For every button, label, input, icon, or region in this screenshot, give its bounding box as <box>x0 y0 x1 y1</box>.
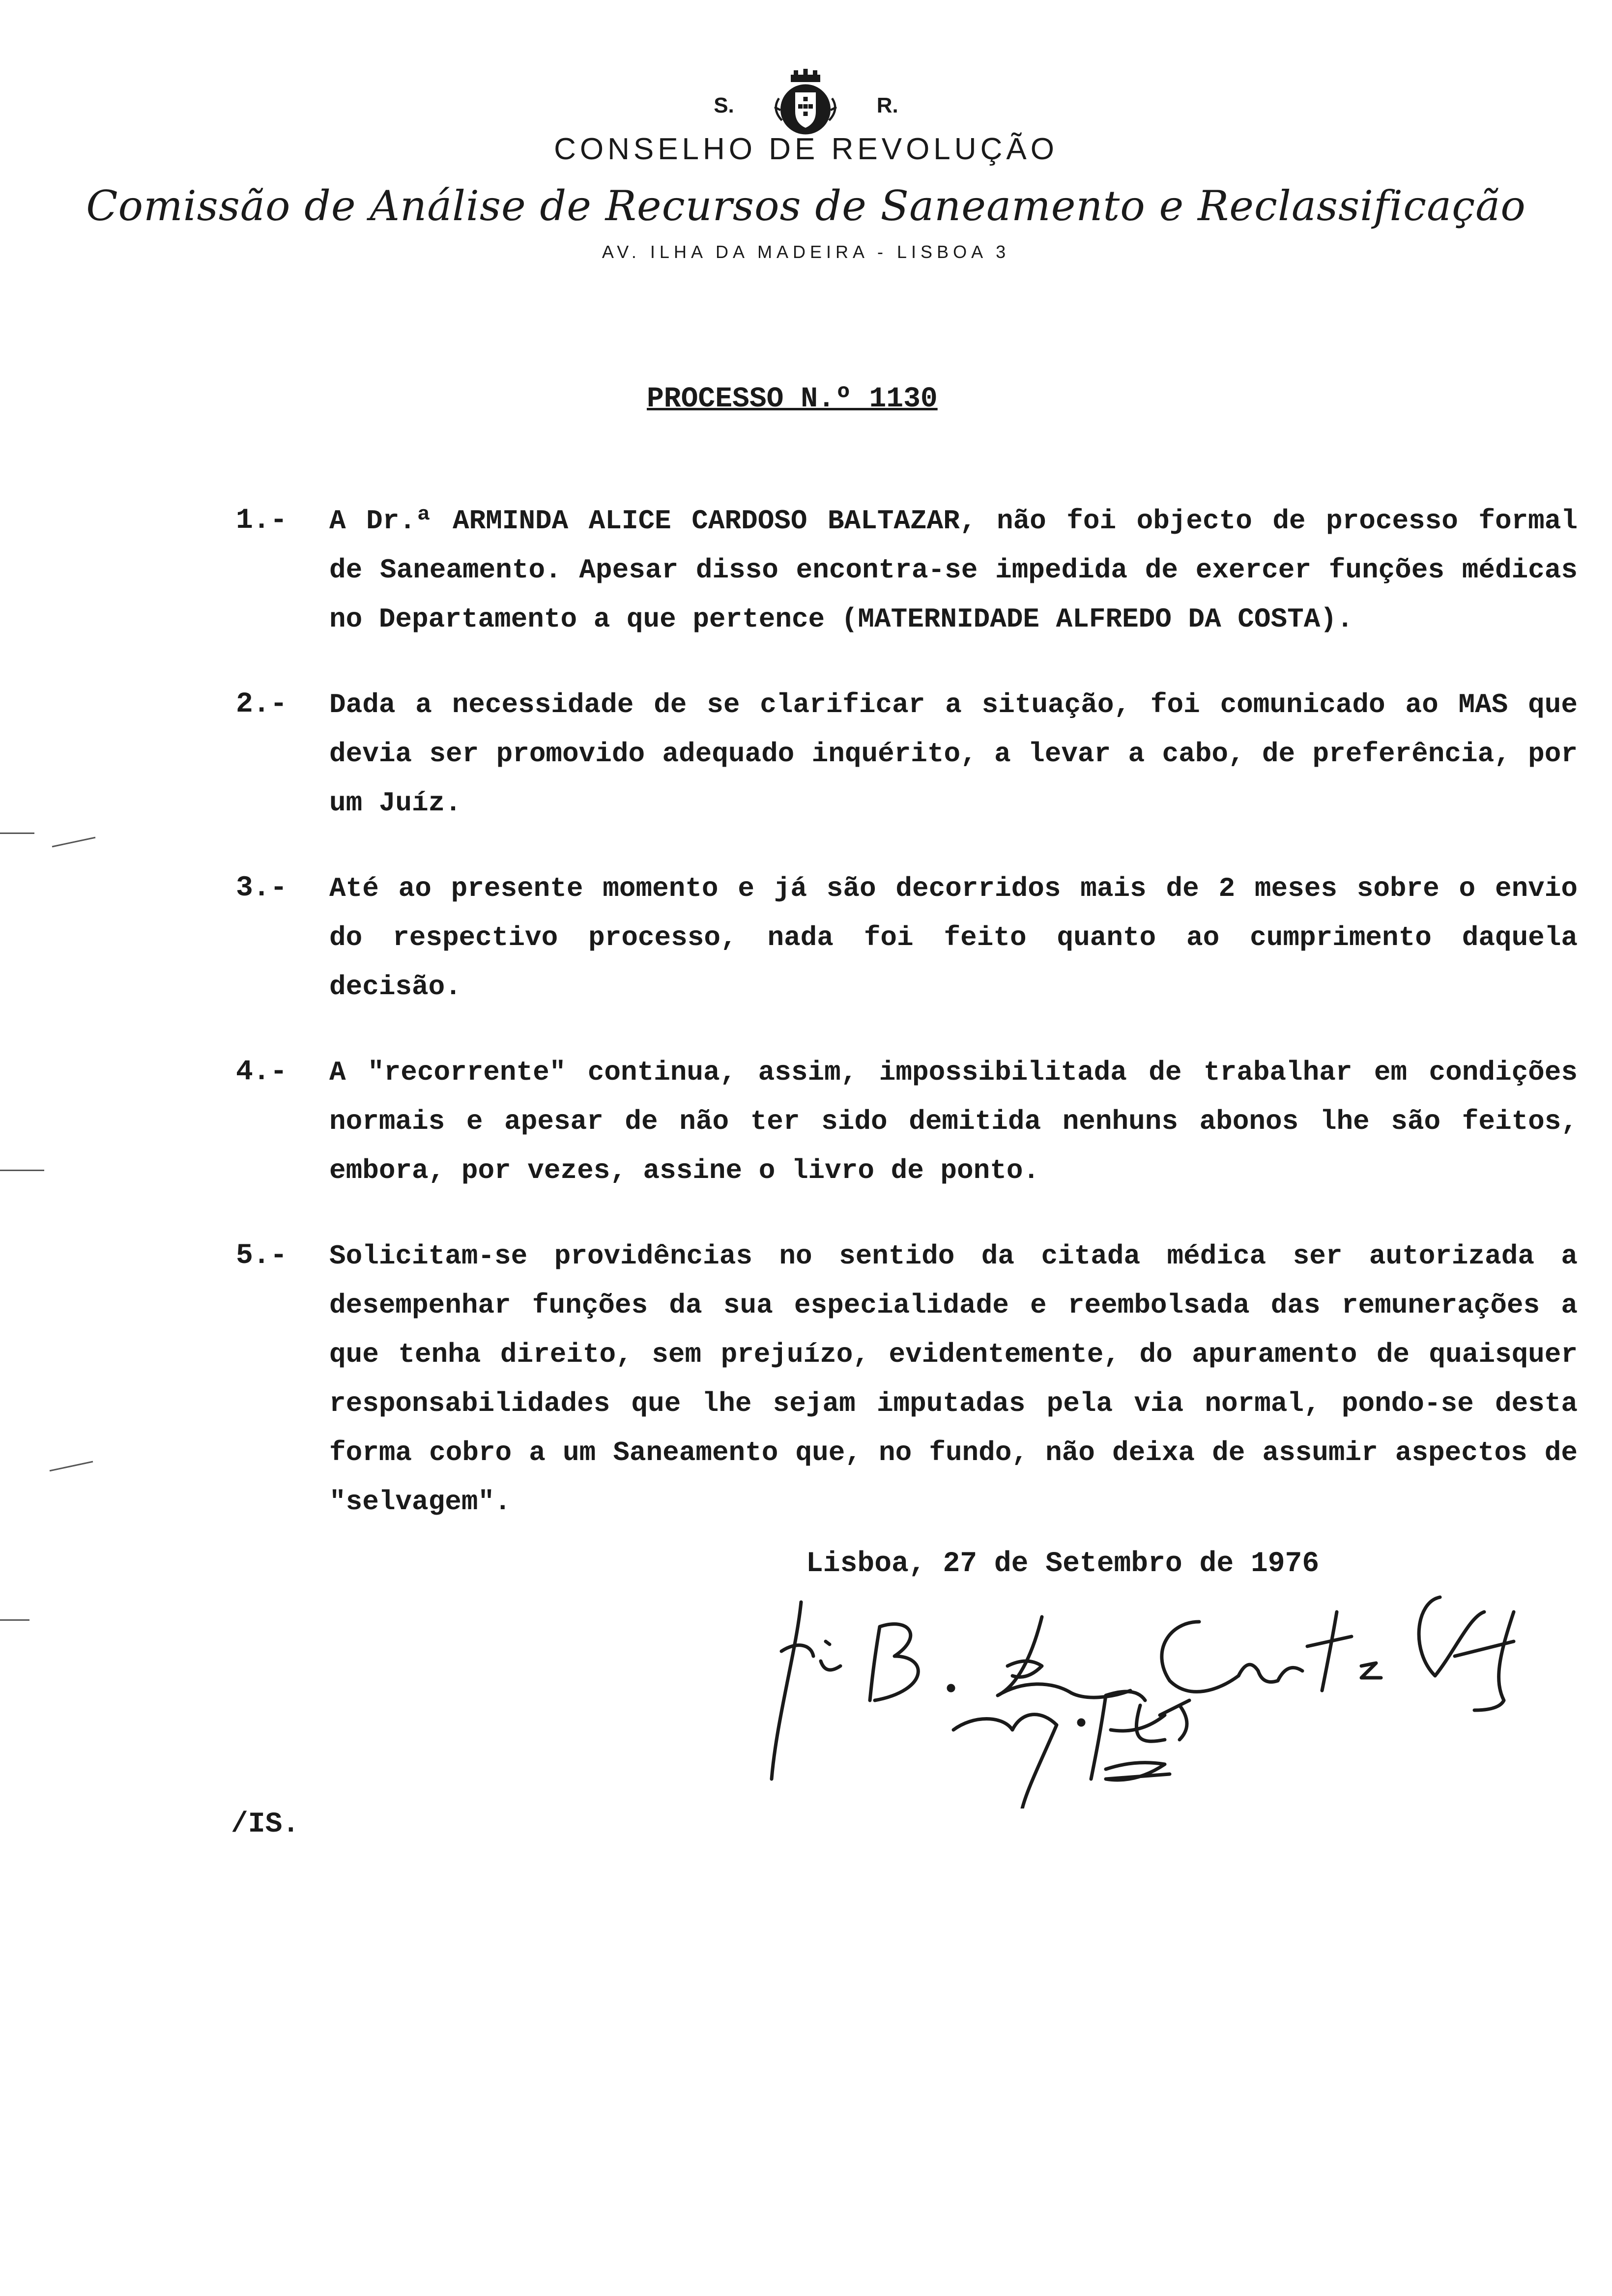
margin-mark <box>52 837 96 848</box>
item-text: Até ao presente momento e já são decorridos mais de 2 meses sobre o envio do respectivo processo, nada foi feito quanto ao cumprimento daquela decisão. <box>329 873 1578 1003</box>
document-date: Lisboa, 27 de Setembro de 1976 <box>806 1548 1320 1580</box>
list-item <box>236 1048 1578 1195</box>
item-text: A Dr.ª ARMINDA ALICE CARDOSO BALTAZAR, não foi objecto de processo formal de Saneamento. Apesar disso encontra-se impedida de exercer funções médicas no Departamento a que pertence (MATERNIDADE ALFREDO DA COSTA). <box>329 505 1578 635</box>
list-item <box>236 496 1578 644</box>
handwritten-signature <box>767 1582 1533 1808</box>
item-text: A "recorrente" continua, assim, impossibilitada de trabalhar em condições normais e apesar de não ter sido demitida nenhuns abonos lhe são feitos, embora, por vezes, assine o livro de ponto. <box>329 1057 1578 1186</box>
list-item <box>236 1232 1578 1526</box>
margin-mark <box>0 1619 29 1621</box>
numbered-items <box>236 496 1578 1563</box>
margin-mark <box>0 832 34 834</box>
margin-mark <box>0 1170 44 1171</box>
council-name: CONSELHO DE REVOLUÇÃO <box>554 132 1058 166</box>
left-initial: S. <box>714 93 734 117</box>
commission-name: Comissão de Análise de Recursos de Saneamento e Reclassificação <box>86 182 1526 230</box>
margin-mark <box>50 1461 93 1472</box>
process-title: PROCESSO N.º 1130 <box>647 383 938 415</box>
item-number: 5.- <box>236 1240 288 1272</box>
item-number: 2.- <box>236 689 288 720</box>
list-item <box>236 864 1578 1011</box>
item-text: Dada a necessidade de se clarificar a situação, foi comunicado ao MAS que devia ser promovido adequado inquérito, a levar a cabo, de preferência, por um Juíz. <box>329 689 1578 819</box>
right-initial: R. <box>876 93 898 117</box>
item-number: 3.- <box>236 872 288 904</box>
item-number: 1.- <box>236 505 288 537</box>
typist-initials: /IS. <box>231 1808 300 1840</box>
item-number: 4.- <box>236 1056 288 1088</box>
letterhead-address: AV. ILHA DA MADEIRA - LISBOA 3 <box>602 242 1010 262</box>
list-item <box>236 680 1578 828</box>
item-text: Solicitam-se providências no sentido da citada médica ser autorizada a desempenhar funções da sua especialidade e reembolsada das remunerações a que tenha direito, sem prejuízo, evidentemente, do apuramento de quaisquer responsabilidades que lhe sejam imputadas pela via normal, pondo-se desta forma cobro a um Saneamento que, no fundo, não deixa de assumir aspectos de "selvagem". <box>329 1240 1578 1518</box>
